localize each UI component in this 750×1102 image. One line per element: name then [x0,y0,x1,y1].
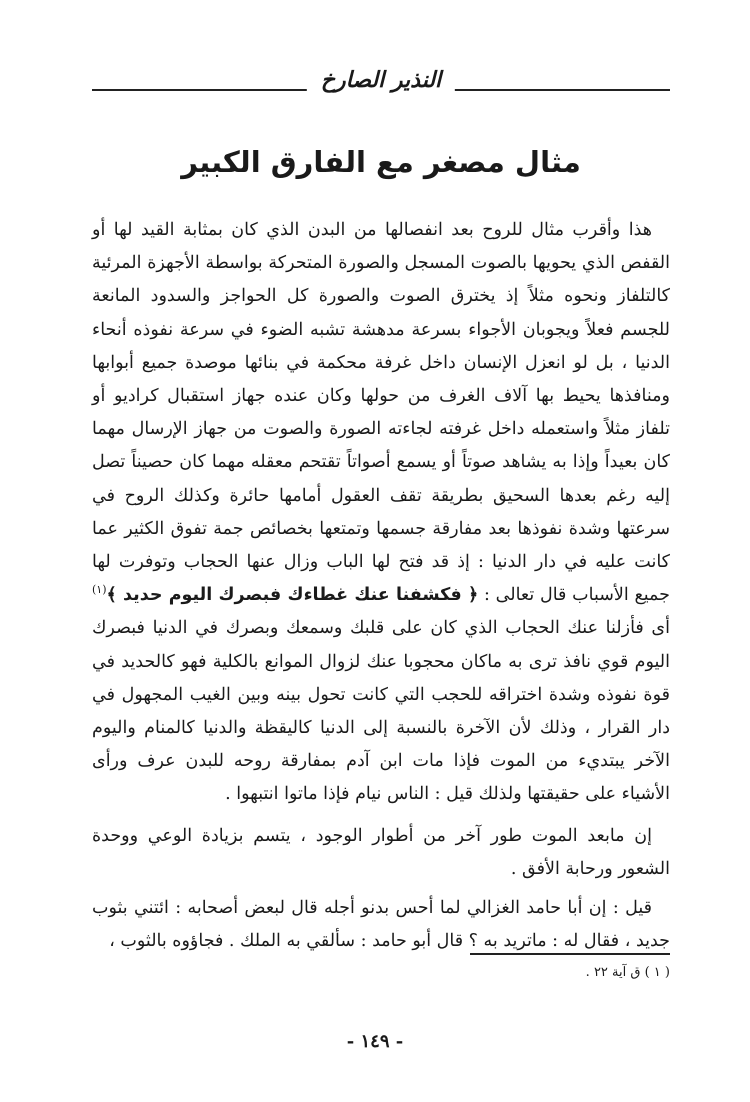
paragraph-2: إن مابعد الموت طور آخر من أطوار الوجود ، يتسم بزيادة الوعي ووحدة الشعور ورحابة الأفق . [92,825,670,879]
paragraph-1 [92,214,670,812]
footnote-reference: (١) [92,583,107,597]
footnote: ( ١ ) ق آية ٢٢ . [585,965,670,980]
paragraph-1-text: هذا وأقرب مثال للروح بعد انفصالها من البدن الذي كان بمثابة القيد لها أو القفص الذي يحويها بالصوت المسجل والصورة المتحركة بواسطة الأجهزة المرئية كالتلفاز ونحوه مثلاً إذ يخترق الصوت والصورة كل الحواجز والسدود المانعة للجسم فعلاً ويجوبان الأجواء بسرعة مدهشة تشبه الضوء في سرعة نفوذه أنحاء الدنيا ، بل لو انعزل الإنسان داخل غرفة محكمة في بنائها موصدة جميع أبوابها ومنافذها يحيط بها آلاف الغرف من حولها وكان عنده جهاز استقبال كراديو أو تلفاز مثلاً واستعمله داخل غرفته لجاءته الصورة والصوت من جهاز الإرسال مهما كان بعيداً وإذا به يشاهد صوتاً أو يسمع أصواتاً تقتحم معقله مهما كان حصيناً تصل إليه رغم بعدها السحيق بطريقة تقف العقول أمامها حائرة وكذلك الروح في سرعتها وشدة نفوذها بعد مفارقة جسمها وتمتعها بخصائص جمة تفوق الكثير عما كانت عليه في دار الدنيا : إذ قد فتح لها الباب وزال عنها الحجاب وتوفرت لها جميع الأسباب قال تعالى : [92,220,670,606]
section-title: مثال مصغر مع الفارق الكبير [181,145,581,179]
verse-explanation: أى فأزلنا عنك الحجاب الذي كان على قلبك وسمعك وبصرك في الدنيا فبصرك اليوم قوي نافذ ترى به ماكان محجوبا عنك لزوال الموانع بالكلية فهو كالحديد في قوة نفوذه وشدة اختراقه للحجب التي كانت تحول بينه وبين الغيب المجهول في دار القرار ، وذلك لأن الآخرة بالنسبة إلى الدنيا كاليقظة والدنيا كالمنام واليوم الآخر يبتديء من الموت فإذا مات ابن آدم بمفارقة روحه للبدن عرف ورأى الأشياء على حقيقتها ولذلك قيل : الناس نيام فإذا ماتوا انتبهوا . [92,618,670,805]
main-text [92,214,670,964]
running-title: النذير الصارخ [307,64,455,98]
paragraph-3: قيل : إن أبا حامد الغزالي لما أحس بدنو أجله قال لبعض أصحابه : ائتني بثوب جديد ، فقال له : ماتريد به ؟ قال أبو حامد : سألقي به الملك . فجاؤوه بالثوب ، [92,898,670,952]
page-number: - ١٤٩ - [346,1031,404,1052]
quran-verse: ﴿ فكشفنا عنك غطاءك فبصرك اليوم حديد ﴾ [106,585,479,606]
running-header [92,62,670,102]
footnote-rule [470,953,670,955]
